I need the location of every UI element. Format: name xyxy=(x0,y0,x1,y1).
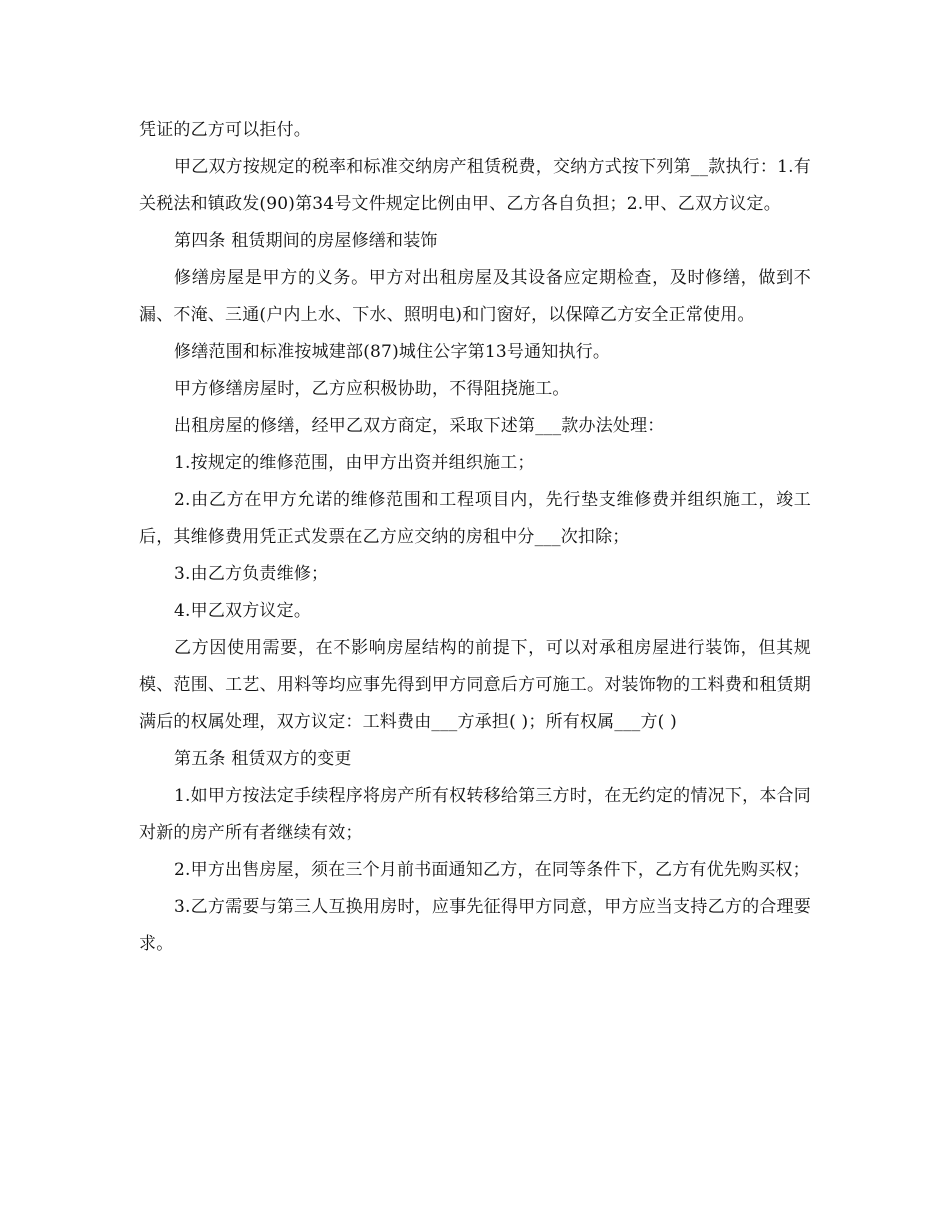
list-item-repair-option-3: 3.由乙方负责维修； xyxy=(174,564,329,584)
paragraph-repair-obligation: 修缮房屋是甲方的义务。甲方对出租房屋及其设备应定期检查，及时修缮，做到不漏、不淹、三通(户内上水、下水、照明电)和门窗好，以保障乙方安全正常使用。 xyxy=(139,268,811,325)
section-heading-article-4: 第四条 租赁期间的房屋修缮和装饰 xyxy=(174,231,438,251)
list-item-repair-option-1: 1.按规定的维修范围，由甲方出资并组织施工； xyxy=(174,453,535,473)
list-item-change-3: 3.乙方需要与第三人互换用房时，应事先征得甲方同意，甲方应当支持乙方的合理要求。 xyxy=(139,897,811,954)
paragraph-repair-standard: 修缮范围和标准按城建部(87)城住公字第13号通知执行。 xyxy=(174,342,611,362)
list-item-repair-option-4: 4.甲乙双方议定。 xyxy=(174,601,312,621)
paragraph-voucher-refusal: 凭证的乙方可以拒付。 xyxy=(139,120,311,140)
paragraph-repair-method: 出租房屋的修缮，经甲乙双方商定，采取下述第___款办法处理： xyxy=(174,416,665,436)
list-item-change-2: 2.甲方出售房屋，须在三个月前书面通知乙方，在同等条件下，乙方有优先购买权； xyxy=(174,860,810,880)
list-item-change-1: 1.如甲方按法定手续程序将房产所有权转移给第三方时，在无约定的情况下，本合同对新的房产所有者继续有效； xyxy=(139,786,811,843)
document-body xyxy=(139,112,811,963)
list-item-repair-option-2: 2.由乙方在甲方允诺的维修范围和工程项目内，先行垫支维修费并组织施工，竣工后，其维修费用凭正式发票在乙方应交纳的房租中分___次扣除； xyxy=(139,490,811,547)
paragraph-tax-payment: 甲乙双方按规定的税率和标准交纳房产租赁税费，交纳方式按下列第__款执行：1.有关税法和镇政发(90)第34号文件规定比例由甲、乙方各自负担；2.甲、乙双方议定。 xyxy=(139,157,811,214)
section-heading-article-5: 第五条 租赁双方的变更 xyxy=(174,749,352,769)
paragraph-repair-cooperation: 甲方修缮房屋时，乙方应积极协助，不得阻挠施工。 xyxy=(174,379,570,399)
paragraph-decoration: 乙方因使用需要，在不影响房屋结构的前提下，可以对承租房屋进行装饰，但其规模、范围、工艺、用料等均应事先得到甲方同意后方可施工。对装饰物的工料费和租赁期满后的权属处理，双方议定：工料费由___方承担( )；所有权属___方( ) xyxy=(139,638,811,732)
